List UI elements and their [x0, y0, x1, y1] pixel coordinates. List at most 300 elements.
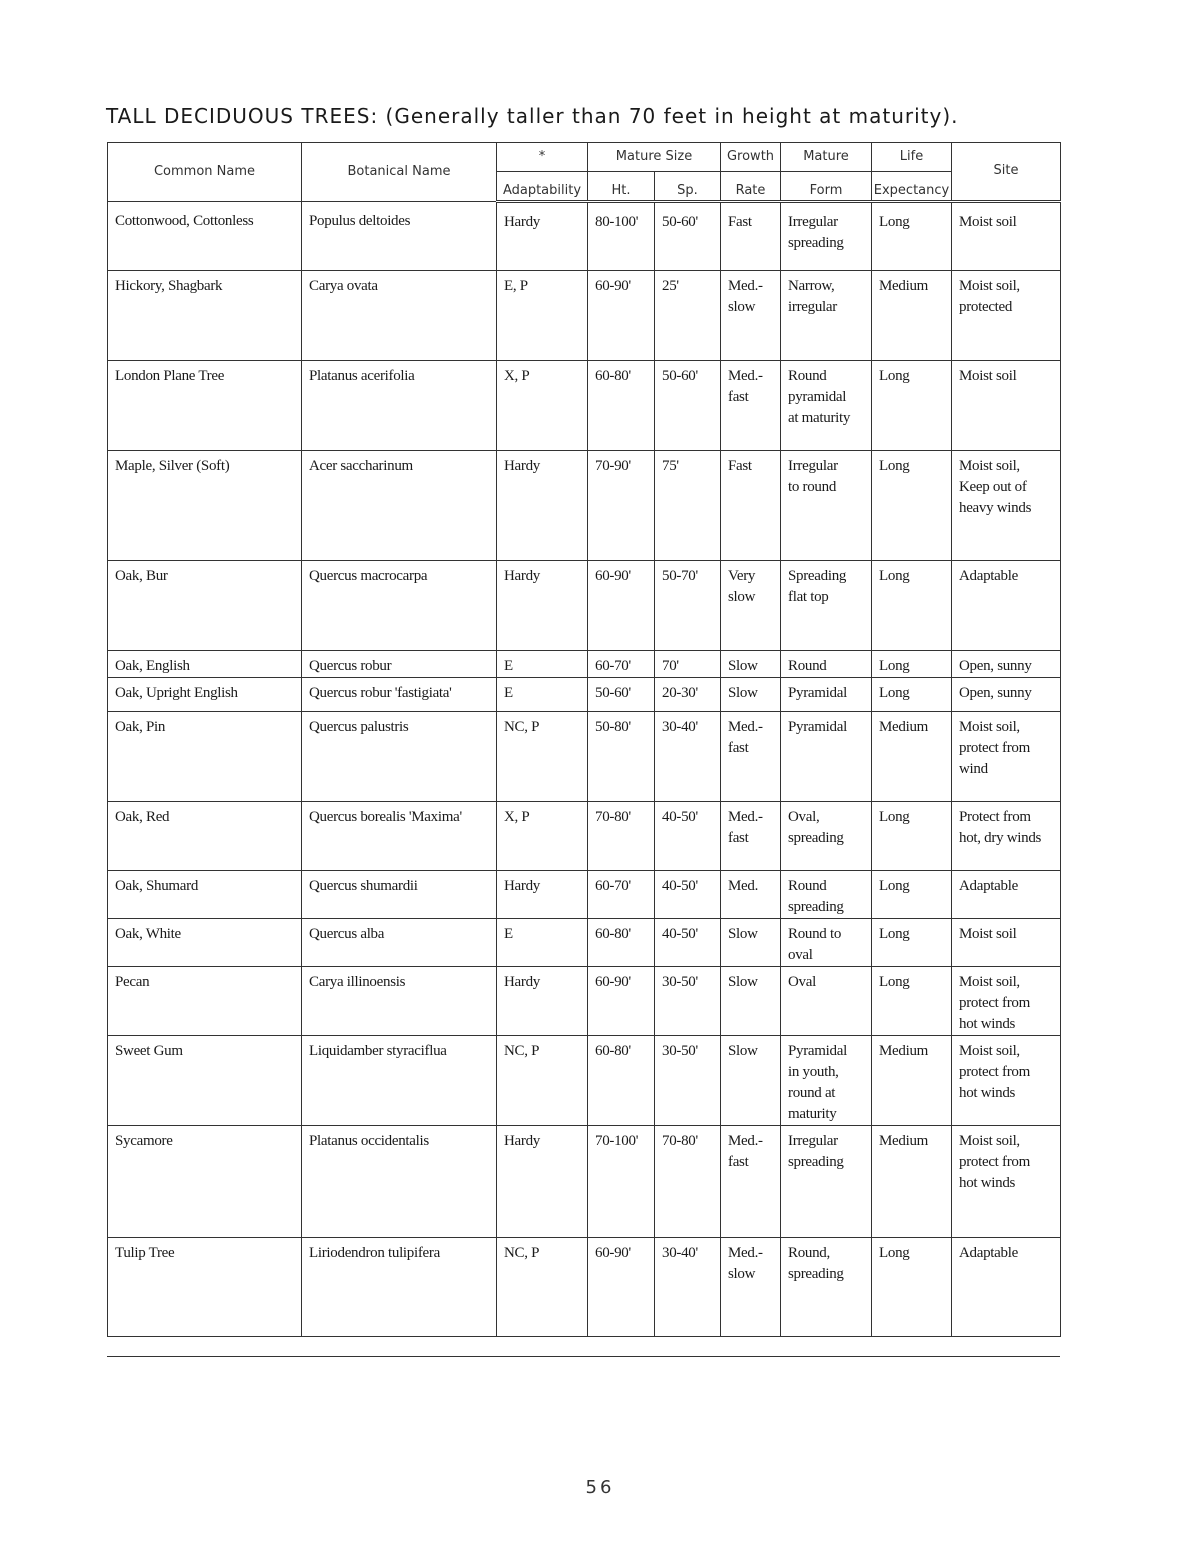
cell-life	[872, 967, 952, 1036]
cell-adapt	[497, 451, 588, 561]
cell-text: London Plane Tree	[115, 368, 225, 384]
cell-text: hot winds	[959, 1085, 1016, 1101]
table-body	[108, 202, 1061, 1337]
cell-sp	[655, 451, 721, 561]
cell-botanical	[302, 1036, 497, 1126]
cell-text: round at	[788, 1085, 836, 1101]
cell-text: Medium	[879, 278, 929, 294]
cell-growth	[721, 1036, 781, 1126]
cell-form	[781, 919, 872, 967]
cell-text: 60-90'	[595, 1245, 631, 1261]
cell-adapt	[497, 919, 588, 967]
cell-growth	[721, 361, 781, 451]
cell-botanical	[302, 967, 497, 1036]
cell-common	[108, 919, 302, 967]
cell-text: Moist soil	[959, 926, 1017, 942]
cell-text: 70-100'	[595, 1133, 639, 1149]
cell-ht	[588, 451, 655, 561]
cell-text: E	[504, 926, 513, 942]
cell-text: Slow	[728, 658, 758, 674]
cell-ht	[588, 651, 655, 678]
cell-text: to round	[788, 479, 837, 495]
cell-life	[872, 802, 952, 871]
cell-text: Long	[879, 568, 910, 584]
cell-site	[952, 202, 1061, 271]
cell-text: Sweet Gum	[115, 1043, 183, 1059]
cell-text: E	[504, 685, 513, 701]
cell-text: Quercus robur 'fastigiata'	[309, 685, 452, 701]
cell-common	[108, 271, 302, 361]
cell-growth	[721, 202, 781, 271]
cell-sp	[655, 1238, 721, 1337]
cell-text: 70-80'	[595, 809, 631, 825]
table-row	[108, 561, 1061, 651]
cell-text: 20-30'	[662, 685, 698, 701]
cell-botanical	[302, 1126, 497, 1238]
cell-botanical	[302, 651, 497, 678]
cell-growth	[721, 678, 781, 712]
cell-text: protect from	[959, 1154, 1030, 1170]
cell-text: 40-50'	[662, 926, 698, 942]
cell-common	[108, 967, 302, 1036]
table-row	[108, 712, 1061, 802]
cell-growth	[721, 919, 781, 967]
cell-life	[872, 1126, 952, 1238]
cell-form	[781, 802, 872, 871]
cell-sp	[655, 678, 721, 712]
cell-ht	[588, 967, 655, 1036]
table-row	[108, 967, 1061, 1036]
cell-text: Long	[879, 685, 910, 701]
cell-form	[781, 1126, 872, 1238]
cell-text: 30-40'	[662, 1245, 698, 1261]
cell-botanical	[302, 451, 497, 561]
cell-sp	[655, 919, 721, 967]
cell-text: Med.-	[728, 809, 763, 825]
cell-text: slow	[728, 589, 756, 605]
cell-botanical	[302, 202, 497, 271]
cell-adapt	[497, 967, 588, 1036]
cell-common	[108, 1036, 302, 1126]
cell-text: Carya ovata	[309, 278, 378, 294]
cell-text: Moist soil,	[959, 1133, 1020, 1149]
cell-text: Fast	[728, 214, 752, 230]
cell-text: hot, dry winds	[959, 830, 1042, 846]
cell-adapt	[497, 712, 588, 802]
cell-text: Hardy	[504, 1133, 540, 1149]
cell-growth	[721, 651, 781, 678]
cell-text: fast	[728, 740, 749, 756]
cell-text: Oak, English	[115, 658, 190, 674]
cell-text: Quercus alba	[309, 926, 385, 942]
cell-life	[872, 1238, 952, 1337]
cell-text: spreading	[788, 1154, 844, 1170]
cell-growth	[721, 967, 781, 1036]
cell-text: Quercus shumardii	[309, 878, 418, 894]
cell-common	[108, 1238, 302, 1337]
cell-text: protect from	[959, 1064, 1030, 1080]
cell-common	[108, 651, 302, 678]
cell-text: 25'	[662, 278, 679, 294]
cell-common	[108, 712, 302, 802]
cell-form	[781, 361, 872, 451]
cell-text: pyramidal	[788, 389, 847, 405]
cell-text: fast	[728, 389, 749, 405]
cell-form	[781, 678, 872, 712]
cell-text: Slow	[728, 974, 758, 990]
cell-text: protected	[959, 299, 1013, 315]
cell-text: E, P	[504, 278, 528, 294]
cell-growth	[721, 871, 781, 919]
cell-text: Tulip Tree	[115, 1245, 175, 1261]
cell-text: 60-90'	[595, 568, 631, 584]
cell-text: Moist soil,	[959, 458, 1020, 474]
cell-text: Slow	[728, 926, 758, 942]
header-growth: Growth	[721, 143, 781, 172]
cell-text: 60-90'	[595, 974, 631, 990]
cell-text: Moist soil	[959, 368, 1017, 384]
cell-text: Med.-	[728, 278, 763, 294]
cell-text: Open, sunny	[959, 658, 1032, 674]
cell-life	[872, 871, 952, 919]
cell-common	[108, 202, 302, 271]
cell-text: Oak, Bur	[115, 568, 168, 584]
cell-form	[781, 451, 872, 561]
cell-text: Irregular	[788, 1133, 838, 1149]
cell-text: Long	[879, 458, 910, 474]
cell-text: Liquidamber styraciflua	[309, 1043, 447, 1059]
cell-text: Round,	[788, 1245, 830, 1261]
cell-form	[781, 1036, 872, 1126]
cell-botanical	[302, 1238, 497, 1337]
cell-text: 50-80'	[595, 719, 631, 735]
cell-text: Round	[788, 658, 827, 674]
table-row	[108, 871, 1061, 919]
cell-text: fast	[728, 1154, 749, 1170]
cell-text: Cottonwood, Cottonless	[115, 213, 254, 229]
cell-life	[872, 451, 952, 561]
cell-text: hot winds	[959, 1016, 1016, 1032]
cell-adapt	[497, 651, 588, 678]
cell-text: hot winds	[959, 1175, 1016, 1191]
cell-text: Spreading	[788, 568, 847, 584]
cell-life	[872, 712, 952, 802]
cell-text: 30-40'	[662, 719, 698, 735]
cell-text: Narrow,	[788, 278, 835, 294]
cell-text: spreading	[788, 235, 844, 251]
cell-growth	[721, 1126, 781, 1238]
cell-adapt	[497, 802, 588, 871]
cell-sp	[655, 271, 721, 361]
header-adaptability: Adaptability	[497, 172, 588, 202]
cell-text: Hardy	[504, 568, 540, 584]
cell-text: Adaptable	[959, 568, 1018, 584]
cell-text: Very	[728, 568, 756, 584]
cell-text: NC, P	[504, 719, 540, 735]
cell-text: Oval,	[788, 809, 820, 825]
cell-ht	[588, 678, 655, 712]
bottom-rule	[107, 1356, 1060, 1357]
cell-text: Med.-	[728, 719, 763, 735]
cell-text: Oak, Upright English	[115, 685, 238, 701]
cell-text: 50-60'	[662, 368, 698, 384]
cell-text: Pyramidal	[788, 685, 847, 701]
table-row	[108, 451, 1061, 561]
cell-site	[952, 678, 1061, 712]
cell-common	[108, 678, 302, 712]
cell-adapt	[497, 1238, 588, 1337]
table-row	[108, 678, 1061, 712]
cell-site	[952, 651, 1061, 678]
cell-sp	[655, 967, 721, 1036]
cell-text: Platanus acerifolia	[309, 368, 415, 384]
header-mature: Mature	[781, 143, 872, 172]
header-form: Form	[781, 172, 872, 202]
cell-text: Protect from	[959, 809, 1031, 825]
cell-text: 40-50'	[662, 878, 698, 894]
cell-text: Moist soil,	[959, 278, 1020, 294]
cell-form	[781, 202, 872, 271]
cell-text: protect from	[959, 740, 1030, 756]
cell-text: Acer saccharinum	[309, 458, 413, 474]
cell-text: Oak, Pin	[115, 719, 166, 735]
cell-text: Medium	[879, 719, 929, 735]
cell-text: E	[504, 658, 513, 674]
cell-adapt	[497, 1126, 588, 1238]
cell-text: Moist soil	[959, 214, 1017, 230]
cell-text: Quercus robur	[309, 658, 392, 674]
cell-life	[872, 361, 952, 451]
cell-life	[872, 651, 952, 678]
cell-text: flat top	[788, 589, 829, 605]
cell-form	[781, 967, 872, 1036]
cell-text: in youth,	[788, 1064, 839, 1080]
cell-life	[872, 919, 952, 967]
cell-text: 50-60'	[595, 685, 631, 701]
cell-site	[952, 451, 1061, 561]
cell-text: wind	[959, 761, 988, 777]
cell-common	[108, 802, 302, 871]
cell-text: spreading	[788, 1266, 844, 1282]
cell-text: Liriodendron tulipifera	[309, 1245, 440, 1261]
cell-text: Med.-	[728, 1133, 763, 1149]
cell-text: Adaptable	[959, 1245, 1018, 1261]
cell-common	[108, 361, 302, 451]
cell-text: Irregular	[788, 458, 838, 474]
table-row	[108, 1238, 1061, 1337]
table-row	[108, 1036, 1061, 1126]
cell-text: 60-80'	[595, 368, 631, 384]
cell-text: 30-50'	[662, 1043, 698, 1059]
cell-text: protect from	[959, 995, 1030, 1011]
cell-form	[781, 712, 872, 802]
header-spread: Sp.	[655, 172, 721, 202]
cell-text: at maturity	[788, 410, 851, 426]
page-number: 56	[585, 1477, 615, 1498]
cell-site	[952, 1126, 1061, 1238]
cell-life	[872, 271, 952, 361]
table-row	[108, 919, 1061, 967]
table-row	[108, 802, 1061, 871]
cell-text: NC, P	[504, 1043, 540, 1059]
cell-ht	[588, 271, 655, 361]
cell-text: Platanus occidentalis	[309, 1133, 429, 1149]
cell-site	[952, 1036, 1061, 1126]
cell-site	[952, 1238, 1061, 1337]
cell-ht	[588, 202, 655, 271]
cell-text: Hickory, Shagbark	[115, 278, 223, 294]
cell-text: heavy winds	[959, 500, 1032, 516]
cell-text: fast	[728, 830, 749, 846]
header-expectancy: Expectancy	[872, 172, 952, 202]
cell-adapt	[497, 202, 588, 271]
table-header	[108, 143, 1061, 202]
cell-text: 70'	[662, 658, 679, 674]
cell-text: 60-70'	[595, 658, 631, 674]
header-life: Life	[872, 143, 952, 172]
cell-common	[108, 1126, 302, 1238]
cell-site	[952, 967, 1061, 1036]
page-title: TALL DECIDUOUS TREES: (Generally taller than 70 feet in height at maturity).	[106, 104, 959, 128]
cell-text: Long	[879, 974, 910, 990]
cell-ht	[588, 871, 655, 919]
cell-site	[952, 871, 1061, 919]
cell-botanical	[302, 919, 497, 967]
cell-text: Medium	[879, 1133, 929, 1149]
header-mature-size: Mature Size	[588, 143, 721, 172]
cell-text: Long	[879, 368, 910, 384]
table-row	[108, 651, 1061, 678]
cell-adapt	[497, 678, 588, 712]
table-row	[108, 271, 1061, 361]
cell-text: Pecan	[115, 974, 150, 990]
cell-form	[781, 561, 872, 651]
cell-text: spreading	[788, 830, 844, 846]
cell-text: Round	[788, 368, 827, 384]
cell-text: 50-60'	[662, 214, 698, 230]
cell-text: Pyramidal	[788, 719, 847, 735]
cell-growth	[721, 1238, 781, 1337]
cell-sp	[655, 651, 721, 678]
cell-form	[781, 871, 872, 919]
cell-site	[952, 802, 1061, 871]
cell-text: Pyramidal	[788, 1043, 847, 1059]
cell-ht	[588, 1126, 655, 1238]
cell-growth	[721, 271, 781, 361]
cell-text: 70-80'	[662, 1133, 698, 1149]
cell-sp	[655, 871, 721, 919]
cell-text: Moist soil,	[959, 1043, 1020, 1059]
cell-adapt	[497, 271, 588, 361]
cell-sp	[655, 712, 721, 802]
cell-form	[781, 1238, 872, 1337]
cell-text: Long	[879, 926, 910, 942]
cell-text: Slow	[728, 685, 758, 701]
cell-text: Long	[879, 809, 910, 825]
cell-site	[952, 561, 1061, 651]
cell-text: 30-50'	[662, 974, 698, 990]
cell-text: irregular	[788, 299, 837, 315]
table-row	[108, 202, 1061, 271]
cell-botanical	[302, 361, 497, 451]
cell-text: Round	[788, 878, 827, 894]
cell-text: Quercus borealis 'Maxima'	[309, 809, 462, 825]
cell-growth	[721, 802, 781, 871]
cell-text: Hardy	[504, 878, 540, 894]
cell-botanical	[302, 678, 497, 712]
cell-form	[781, 651, 872, 678]
table-row	[108, 1126, 1061, 1238]
cell-text: 60-90'	[595, 278, 631, 294]
cell-text: Adaptable	[959, 878, 1018, 894]
cell-common	[108, 561, 302, 651]
cell-text: 75'	[662, 458, 679, 474]
cell-adapt	[497, 561, 588, 651]
header-site: Site	[952, 143, 1061, 202]
cell-text: Long	[879, 1245, 910, 1261]
cell-text: Oak, Red	[115, 809, 170, 825]
cell-text: Hardy	[504, 214, 540, 230]
cell-text: Carya illinoensis	[309, 974, 406, 990]
cell-text: X, P	[504, 809, 530, 825]
cell-sp	[655, 1036, 721, 1126]
header-common-name: Common Name	[108, 143, 302, 202]
cell-text: Moist soil,	[959, 974, 1020, 990]
cell-text: spreading	[788, 899, 844, 915]
cell-ht	[588, 919, 655, 967]
table-row	[108, 361, 1061, 451]
cell-site	[952, 712, 1061, 802]
cell-text: 60-80'	[595, 926, 631, 942]
cell-growth	[721, 561, 781, 651]
cell-growth	[721, 451, 781, 561]
cell-text: Round to	[788, 926, 842, 942]
cell-growth	[721, 712, 781, 802]
cell-sp	[655, 202, 721, 271]
cell-text: Hardy	[504, 974, 540, 990]
cell-adapt	[497, 1036, 588, 1126]
cell-botanical	[302, 712, 497, 802]
cell-text: Sycamore	[115, 1133, 173, 1149]
cell-text: X, P	[504, 368, 530, 384]
cell-text: 60-70'	[595, 878, 631, 894]
cell-adapt	[497, 361, 588, 451]
cell-text: 60-80'	[595, 1043, 631, 1059]
cell-text: Oak, White	[115, 926, 181, 942]
cell-botanical	[302, 871, 497, 919]
header-rate: Rate	[721, 172, 781, 202]
cell-text: 40-50'	[662, 809, 698, 825]
cell-text: Long	[879, 878, 910, 894]
cell-text: Long	[879, 658, 910, 674]
cell-adapt	[497, 871, 588, 919]
cell-ht	[588, 802, 655, 871]
cell-text: Open, sunny	[959, 685, 1032, 701]
cell-botanical	[302, 271, 497, 361]
cell-text: Medium	[879, 1043, 929, 1059]
header-adaptability-mark: *	[497, 143, 588, 172]
cell-life	[872, 202, 952, 271]
cell-site	[952, 361, 1061, 451]
cell-site	[952, 271, 1061, 361]
cell-text: Oval	[788, 974, 816, 990]
cell-text: 70-90'	[595, 458, 631, 474]
cell-sp	[655, 802, 721, 871]
cell-text: Long	[879, 214, 910, 230]
cell-ht	[588, 712, 655, 802]
cell-ht	[588, 361, 655, 451]
cell-text: Quercus palustris	[309, 719, 409, 735]
